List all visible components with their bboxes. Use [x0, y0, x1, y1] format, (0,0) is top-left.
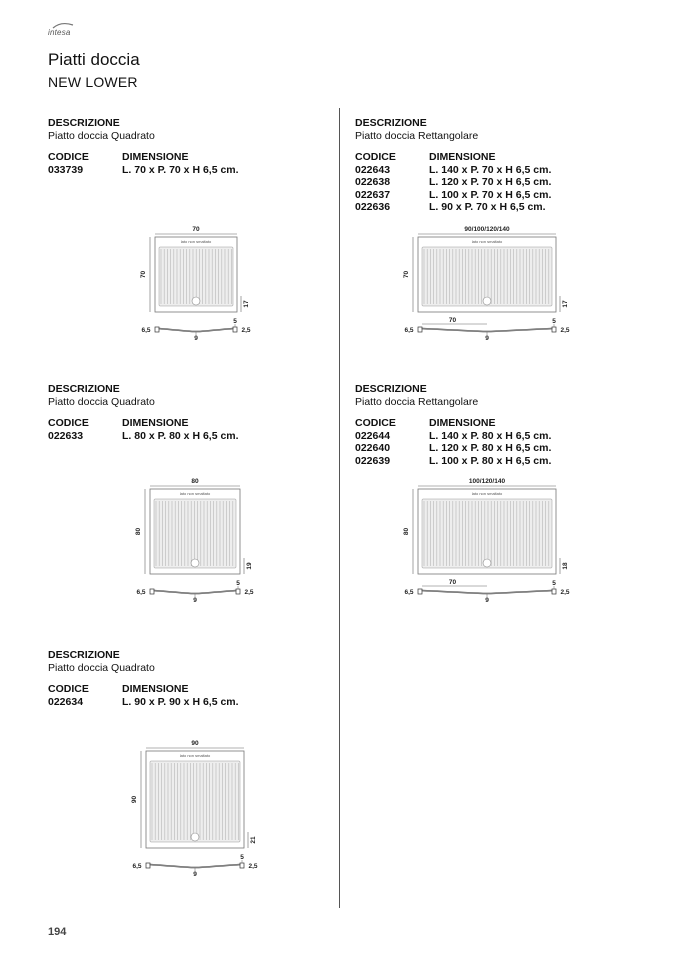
product-dimension: L. 140 x P. 70 x H 6,5 cm.	[429, 163, 552, 176]
unglazed-side-note: lato non smaltato	[180, 239, 212, 244]
product-description: Piatto doccia Quadrato	[48, 661, 155, 674]
height-label: 6,5	[404, 327, 414, 334]
product-code: 022638	[355, 176, 391, 188]
code-header: CODICE	[355, 151, 396, 163]
table-row	[48, 164, 239, 177]
description-label: DESCRIZIONE	[48, 383, 120, 395]
shower-tray-drawing	[135, 222, 255, 348]
corner-label: 17	[243, 300, 250, 308]
intesa-logo	[48, 22, 78, 38]
profile-section	[154, 590, 236, 594]
rim-label: 2,5	[244, 589, 254, 596]
code-header: CODICE	[48, 417, 89, 429]
product-code: 022640	[355, 442, 391, 454]
profile-right-edge	[233, 327, 237, 332]
description-label: DESCRIZIONE	[48, 649, 120, 661]
depth-label: 70	[140, 270, 147, 279]
table-row	[355, 442, 551, 455]
height-label: 6,5	[404, 589, 414, 596]
page-number: 194	[48, 926, 67, 938]
table-row	[48, 696, 239, 709]
code-header: CODICE	[48, 151, 89, 163]
product-block	[355, 383, 551, 467]
height-label: 6,5	[141, 327, 151, 334]
unglazed-side-note: lato non smaltato	[471, 239, 503, 244]
code-header: CODICE	[355, 417, 396, 429]
width-label: 90/100/120/140	[464, 226, 510, 233]
product-description: Piatto doccia Rettangolare	[355, 395, 479, 408]
height-label: 6,5	[132, 863, 142, 870]
drain-offset-label: 9	[485, 335, 489, 342]
product-code: 033739	[48, 163, 84, 176]
profile-left-edge	[418, 327, 422, 332]
unglazed-side-note: lato non smaltato	[179, 753, 211, 758]
edge-label: 5	[233, 318, 237, 325]
table-row	[48, 430, 239, 443]
table-row	[355, 430, 551, 443]
profile-section	[422, 328, 552, 332]
drain-offset-label: 9	[193, 871, 197, 878]
product-code: 022634	[48, 695, 84, 708]
table-row	[355, 164, 551, 177]
product-dimension: L. 90 x P. 70 x H 6,5 cm.	[429, 201, 546, 213]
width-label: 80	[191, 478, 199, 485]
height-label: 6,5	[136, 589, 146, 596]
code-header: CODICE	[48, 683, 89, 695]
profile-right-edge	[240, 863, 244, 868]
drain-icon	[483, 559, 491, 567]
product-dimension: L. 100 x P. 70 x H 6,5 cm.	[429, 188, 552, 201]
edge-label: 5	[552, 580, 556, 587]
rim-label: 2,5	[560, 589, 570, 596]
unglazed-side-note: lato non smaltato	[179, 491, 211, 496]
drain-icon	[483, 297, 491, 305]
edge-label: 5	[236, 580, 240, 587]
width-label: 70	[192, 226, 200, 233]
dimension-header: DIMENSIONE	[122, 683, 189, 695]
depth-label: 80	[135, 527, 142, 536]
product-dimension: L. 120 x P. 70 x H 6,5 cm.	[429, 176, 552, 188]
product-code: 022637	[355, 188, 391, 201]
description-label: DESCRIZIONE	[355, 117, 427, 129]
grooved-surface	[150, 761, 240, 842]
product-code-table	[355, 417, 551, 467]
corner-label: 17	[562, 300, 569, 308]
product-code: 022639	[355, 454, 391, 467]
depth-label: 90	[131, 795, 138, 804]
shower-tray-drawing	[398, 222, 574, 348]
profile-left-edge	[418, 589, 422, 594]
unglazed-side-note: lato non smaltato	[471, 491, 503, 496]
profile-left-edge	[146, 863, 150, 868]
page-subtitle: NEW LOWER	[48, 74, 138, 90]
description-label: DESCRIZIONE	[355, 383, 427, 395]
drain-offset-label: 9	[485, 597, 489, 604]
product-code: 022643	[355, 163, 391, 176]
product-dimension: L. 120 x P. 80 x H 6,5 cm.	[429, 442, 552, 454]
product-block	[48, 649, 239, 708]
table-row	[355, 455, 551, 468]
product-block	[48, 383, 239, 442]
edge-label: 5	[552, 318, 556, 325]
shower-tray-drawing	[126, 736, 262, 884]
table-row	[355, 176, 551, 189]
table-row	[355, 189, 551, 202]
profile-section	[159, 328, 233, 332]
product-block	[355, 117, 551, 214]
half-length-label: 70	[448, 317, 457, 324]
product-code-table	[48, 417, 239, 442]
corner-label: 19	[246, 562, 253, 570]
product-code: 022636	[355, 201, 391, 213]
product-code: 022644	[355, 429, 391, 442]
depth-label: 70	[403, 270, 410, 279]
width-label: 100/120/140	[468, 478, 506, 485]
profile-right-edge	[552, 589, 556, 594]
width-label: 90	[191, 740, 199, 747]
product-description: Piatto doccia Quadrato	[48, 129, 155, 142]
profile-section	[150, 864, 240, 868]
shower-tray-drawing	[398, 474, 574, 610]
edge-label: 5	[240, 854, 244, 861]
corner-label: 18	[562, 562, 569, 570]
rim-label: 2,5	[248, 863, 258, 870]
product-code-table	[48, 151, 239, 176]
product-code-table	[355, 151, 551, 214]
product-block	[48, 117, 239, 176]
drain-offset-label: 9	[194, 335, 198, 342]
rim-label: 2,5	[560, 327, 570, 334]
profile-left-edge	[150, 589, 154, 594]
grooved-surface	[154, 499, 236, 568]
column-divider	[339, 108, 340, 908]
profile-right-edge	[236, 589, 240, 594]
logo-text: intesa	[48, 28, 71, 37]
profile-right-edge	[552, 327, 556, 332]
dimension-header: DIMENSIONE	[122, 417, 189, 429]
corner-label: 21	[250, 836, 257, 844]
drain-offset-label: 9	[193, 597, 197, 604]
product-description: Piatto doccia Quadrato	[48, 395, 155, 408]
page-title: Piatti doccia	[48, 50, 140, 69]
half-length-label: 70	[448, 579, 457, 586]
product-code-table	[48, 683, 239, 708]
dimension-header: DIMENSIONE	[122, 151, 189, 163]
rim-label: 2,5	[241, 327, 251, 334]
product-dimension: L. 140 x P. 80 x H 6,5 cm.	[429, 429, 552, 442]
dimension-header: DIMENSIONE	[429, 151, 496, 163]
product-dimension: L. 100 x P. 80 x H 6,5 cm.	[429, 454, 552, 467]
drain-icon	[191, 559, 199, 567]
profile-section	[422, 590, 552, 594]
product-code: 022633	[48, 429, 84, 442]
table-row	[355, 201, 551, 214]
description-label: DESCRIZIONE	[48, 117, 120, 129]
product-dimension: L. 80 x P. 80 x H 6,5 cm.	[122, 429, 239, 442]
drain-icon	[192, 297, 200, 305]
drain-icon	[191, 833, 199, 841]
product-dimension: L. 70 x P. 70 x H 6,5 cm.	[122, 163, 239, 176]
shower-tray-drawing	[130, 474, 258, 610]
depth-label: 80	[403, 527, 410, 536]
profile-left-edge	[155, 327, 159, 332]
product-dimension: L. 90 x P. 90 x H 6,5 cm.	[122, 695, 239, 708]
dimension-header: DIMENSIONE	[429, 417, 496, 429]
product-description: Piatto doccia Rettangolare	[355, 129, 479, 142]
